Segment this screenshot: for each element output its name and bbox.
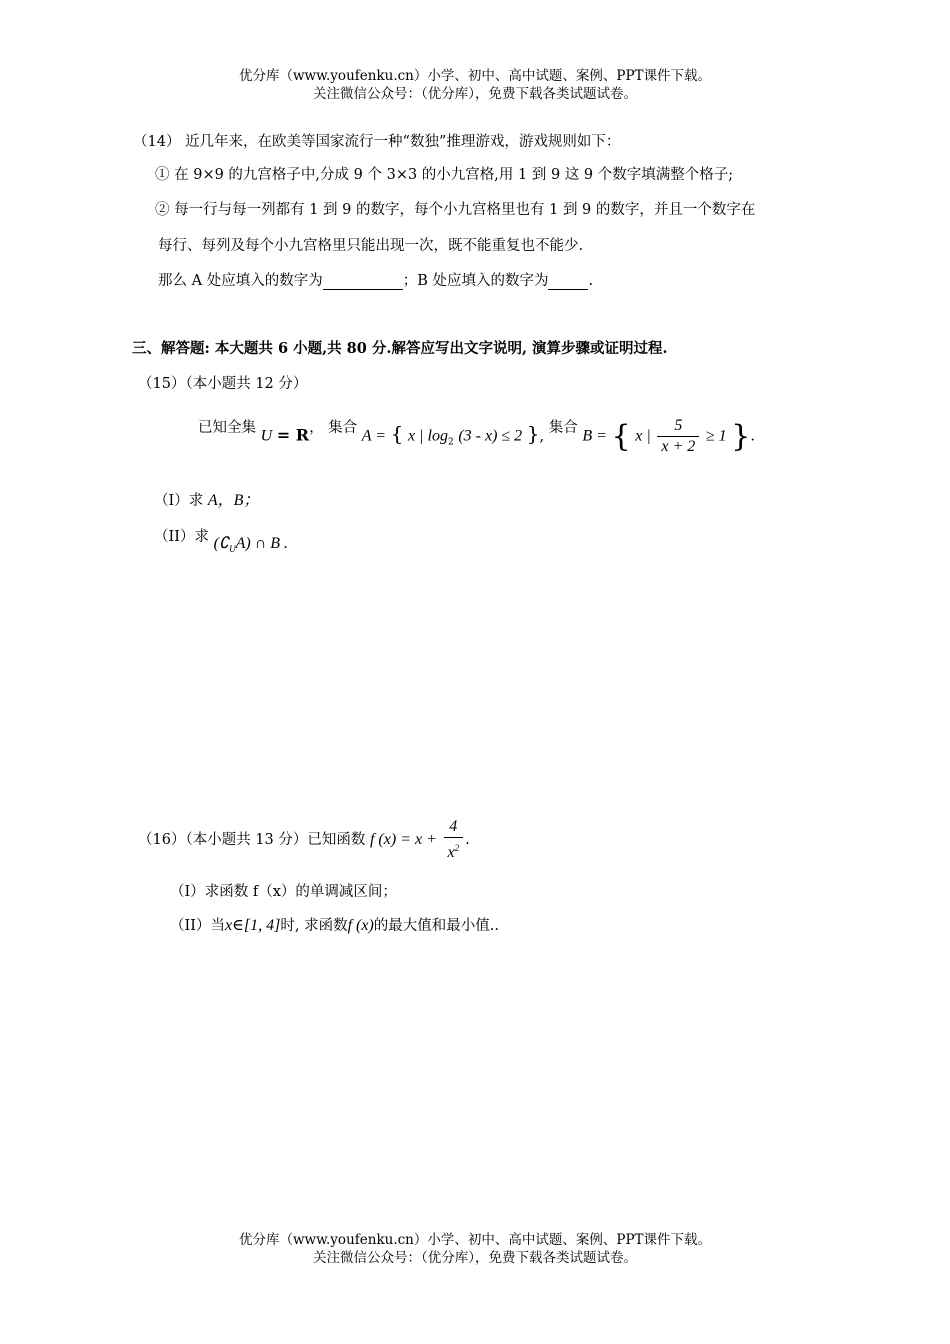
q15-B-tail: ≥ 1 bbox=[705, 427, 727, 445]
q15-part2-complement: (∁ bbox=[213, 535, 230, 552]
q14-number: （14） bbox=[133, 134, 181, 150]
q16-part2-f: f (x) bbox=[347, 917, 374, 934]
header-line-1: 优分库（www.youfenku.cn）小学、初中、高中试题、案例、PPT课件下载。 bbox=[238, 68, 712, 84]
q15-eq-R: = R bbox=[276, 425, 310, 445]
q15-heading: （15）（本小题共 12 分） bbox=[138, 376, 308, 392]
q15-A-body: x | log bbox=[408, 427, 448, 445]
q15-given: 已知全集 bbox=[198, 420, 256, 436]
footer-line-1: 优分库（www.youfenku.cn）小学、初中、高中试题、案例、PPT课件下载。 bbox=[238, 1232, 712, 1248]
q16-part-1: （I）求函数 f（x）的单调减区间； bbox=[170, 884, 397, 900]
q16-heading: （16）（本小题共 13 分）已知函数 bbox=[138, 832, 366, 848]
q15-comma-2: , bbox=[539, 428, 545, 445]
q16-f-lhs: f (x) = x + bbox=[369, 831, 437, 848]
q15-part1-label: （I）求 bbox=[154, 493, 204, 509]
q14-ask-end: . bbox=[588, 273, 594, 289]
q14-ask-a: 那么 A 处应填入的数字为 bbox=[158, 273, 323, 289]
q15-set-word-1: 集合 bbox=[328, 420, 358, 436]
left-brace-B: { bbox=[611, 419, 631, 454]
q16-part2-math: x∈[1, 4] bbox=[224, 917, 281, 934]
q16-fraction bbox=[444, 817, 464, 863]
q14-rule-2b: 每行、每列及每个小九宫格里只能出现一次，既不能重复也不能少. bbox=[158, 238, 584, 254]
left-brace-A: { bbox=[390, 421, 404, 446]
q15-U: U bbox=[260, 427, 273, 445]
q15-part-1 bbox=[154, 487, 259, 510]
q15-part1-math: A，B； bbox=[207, 492, 260, 509]
q14-ask-sep: ；B 处应填入的数字为 bbox=[402, 273, 549, 289]
q16-frac-num: 4 bbox=[444, 817, 464, 838]
q14-ask bbox=[158, 269, 593, 290]
right-brace-A: } bbox=[526, 421, 540, 446]
q15-part2-sub: U bbox=[229, 544, 236, 554]
q16-frac-den-x: x bbox=[447, 844, 455, 861]
q15-A-lhs: A = bbox=[361, 427, 387, 445]
q15-part2-label: （II）求 bbox=[154, 529, 209, 545]
q14-intro bbox=[133, 130, 620, 151]
q16-frac-den-sup: 2 bbox=[454, 843, 460, 853]
q16-part2-a: （II）当 bbox=[170, 918, 225, 934]
q15-part-2 bbox=[154, 525, 289, 554]
q16-part2-c: 的最大值和最小值.. bbox=[373, 918, 500, 934]
answer-blank-a[interactable] bbox=[323, 273, 403, 290]
header-line-2: 关注微信公众号：（优分库），免费下载各类试题试卷。 bbox=[313, 86, 637, 102]
q16-part2-b: 时, 求函数 bbox=[280, 918, 348, 934]
q15-end-dot: . bbox=[750, 428, 755, 445]
footer-line-2: 关注微信公众号：（优分库），免费下载各类试题试卷。 bbox=[313, 1250, 637, 1266]
q14-intro-text: 近几年来，在欧美等国家流行一种“数独”推理游戏，游戏规则如下： bbox=[185, 134, 621, 150]
q15-part2-tail: A) ∩ B . bbox=[235, 535, 289, 552]
q15-part2-math bbox=[214, 535, 288, 552]
answer-blank-b[interactable] bbox=[548, 273, 588, 290]
q16-heading-line bbox=[138, 817, 470, 869]
q14-rule-2a: ② 每一行与每一列都有 1 到 9 的数字，每个小九宫格里也有 1 到 9 的数字，并且一个数字在 bbox=[155, 202, 756, 218]
q15-A-tail: (3 - x) ≤ 2 bbox=[458, 427, 523, 445]
q15-set-word-2: 集合 bbox=[548, 420, 578, 436]
q15-A-sub: 2 bbox=[447, 437, 454, 448]
right-brace-B: } bbox=[731, 419, 751, 454]
section-3-title: 三、解答题: 本大题共 6 小题,共 80 分.解答应写出文字说明, 演算步骤或证明过程. bbox=[132, 340, 668, 357]
q14-rule-1: ① 在 9×9 的九宫格子中,分成 9 个 3×3 的小九宫格,用 1 到 9 这 9 个数字填满整个格子; bbox=[155, 167, 734, 183]
q15-comma-1: ， bbox=[309, 420, 324, 436]
q15-B-frac-num: 5 bbox=[657, 416, 699, 437]
q16-end-dot: . bbox=[465, 832, 470, 848]
q15-given-line bbox=[198, 416, 755, 466]
q15-B-frac-den: x + 2 bbox=[661, 438, 696, 455]
q15-B-x: x | bbox=[635, 427, 651, 445]
q16-part-2 bbox=[170, 914, 499, 935]
q15-B-fraction bbox=[657, 416, 699, 457]
q15-B-lhs: B = bbox=[582, 427, 607, 445]
q16-frac-den bbox=[444, 838, 464, 863]
